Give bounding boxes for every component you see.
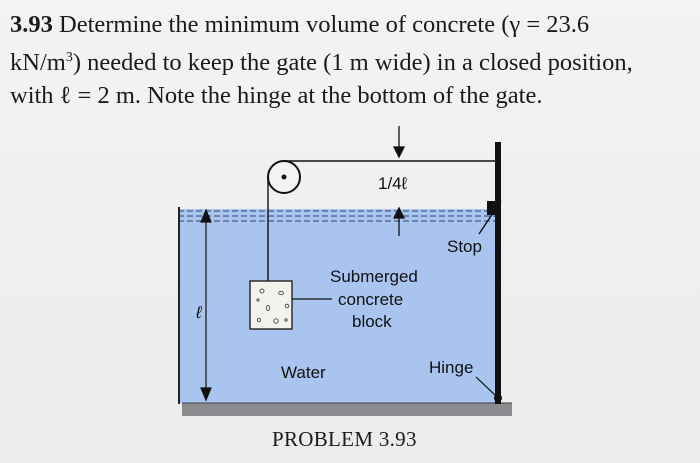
block-label-line-1: Submerged [330,267,418,286]
unit-kn-m: kN/m [10,49,66,77]
gate [495,142,501,404]
block-label-line-3: block [352,312,392,331]
water-label: Water [281,363,326,382]
problem-number: 3.93 [10,11,53,38]
length-label: ℓ [196,303,202,322]
ground [182,403,512,416]
figure-caption: PROBLEM 3.93 [272,427,417,451]
hinge-label: Hinge [429,358,474,377]
stop-label: Stop [447,237,482,256]
quarter-length-label: 1/4ℓ [378,174,408,193]
problem-line-1-text: Determine the minimum volume of concrete (γ = 23.6 [59,11,590,38]
block-label-line-2: concrete [338,290,404,309]
problem-line-3: with ℓ = 2 m. Note the hinge at the bottom of the gate. [10,82,543,110]
unit-exponent: 3 [65,50,73,65]
problem-line-2-text: ) needed to keep the gate (1 m wide) in a closed position, [72,49,633,77]
